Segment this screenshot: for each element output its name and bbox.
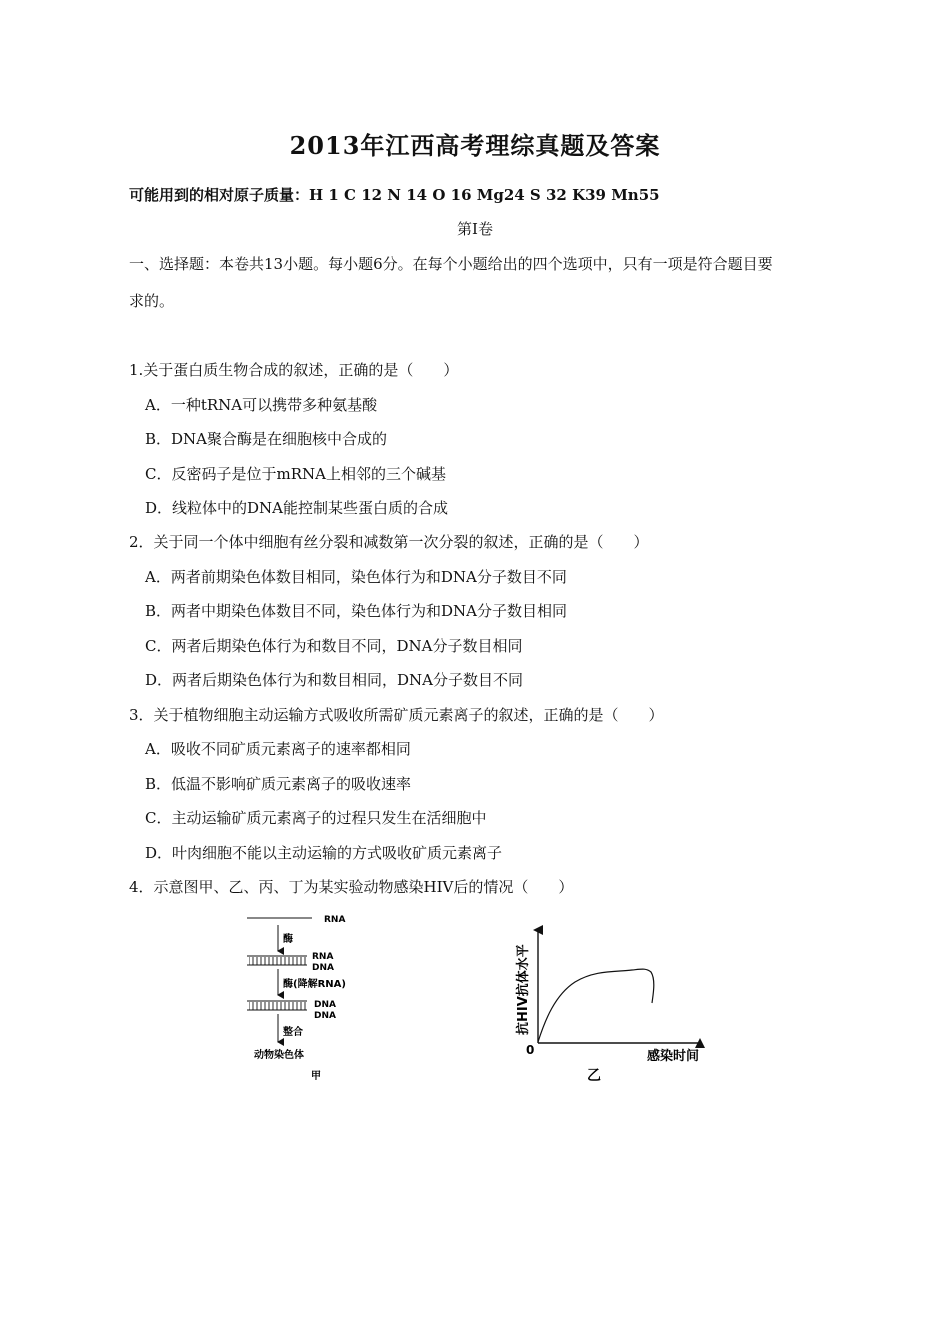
y-axis-label: 抗HIV抗体水平 bbox=[516, 944, 531, 1035]
label-dna-top: DNA bbox=[314, 1000, 336, 1010]
label-enzyme-2: 酶(降解RNA) bbox=[283, 979, 346, 990]
question-3-option-b: B．低温不影响矿质元素离子的吸收速率 bbox=[145, 775, 412, 793]
label-enzyme-1: 酶 bbox=[283, 934, 293, 945]
question-2-stem: 2．关于同一个体中细胞有丝分裂和减数第一次分裂的叙述，正确的是（ ） bbox=[129, 533, 649, 551]
x-axis-label: 感染时间 bbox=[647, 1049, 700, 1064]
label-rna-top: RNA bbox=[324, 915, 346, 925]
antibody-curve bbox=[538, 969, 654, 1042]
figure-yi-chart bbox=[515, 930, 700, 1084]
question-2-option-a: A．两者前期染色体数目相同，染色体行为和DNA分子数目不同 bbox=[145, 568, 567, 586]
question-1-option-d: D．线粒体中的DNA能控制某些蛋白质的合成 bbox=[145, 499, 449, 517]
question-1-option-a: A．一种tRNA可以携带多种氨基酸 bbox=[145, 396, 378, 414]
label-dna-bottom: DNA bbox=[314, 1011, 336, 1021]
label-chromosome: 动物染色体 bbox=[254, 1050, 304, 1061]
figure-jia-caption: 甲 bbox=[311, 1071, 321, 1082]
instructions-line-2: 求的。 bbox=[129, 292, 175, 310]
question-1-option-b: B．DNA聚合酶是在细胞核中合成的 bbox=[145, 430, 388, 448]
rna-dna-hybrid bbox=[247, 956, 307, 965]
origin-label: 0 bbox=[526, 1043, 535, 1057]
figure-yi-caption: 乙 bbox=[587, 1068, 601, 1084]
question-1-option-c: C．反密码子是位于mRNA上相邻的三个碱基 bbox=[145, 465, 446, 483]
instructions-line-1: 一、选择题：本卷共13小题。每小题6分。在每个小题给出的四个选项中，只有一项是符合题目要 bbox=[129, 255, 773, 273]
question-2-option-c: C．两者后期染色体行为和数目不同，DNA分子数目相同 bbox=[145, 637, 523, 655]
double-strand-dna bbox=[247, 1001, 307, 1010]
question-4-stem: 4．示意图甲、乙、丙、丁为某实验动物感染HIV后的情况（ ） bbox=[129, 878, 574, 896]
section-heading: 第Ⅰ卷 bbox=[457, 220, 493, 238]
question-3-option-c: C．主动运输矿质元素离子的过程只发生在活细胞中 bbox=[145, 809, 487, 827]
label-hybrid-dna: DNA bbox=[312, 963, 334, 973]
question-3-option-d: D．叶肉细胞不能以主动运输的方式吸收矿质元素离子 bbox=[145, 844, 503, 862]
page-title: 2013年江西高考理综真题及答案 bbox=[289, 131, 661, 160]
figure-jia-diagram bbox=[247, 915, 346, 1082]
question-3-stem: 3．关于植物细胞主动运输方式吸收所需矿质元素离子的叙述，正确的是（ ） bbox=[129, 706, 664, 724]
label-integrate: 整合 bbox=[283, 1027, 303, 1038]
question-3-option-a: A．吸收不同矿质元素离子的速率都相同 bbox=[145, 740, 411, 758]
question-1-stem: 1.关于蛋白质生物合成的叙述，正确的是（ ） bbox=[129, 361, 459, 379]
label-hybrid-rna: RNA bbox=[312, 952, 334, 962]
atomic-masses: 可能用到的相对原子质量：H 1 C 12 N 14 O 16 Mg24 S 32 K39 Mn55 bbox=[129, 186, 660, 204]
question-2-option-b: B．两者中期染色体数目不同，染色体行为和DNA分子数目相同 bbox=[145, 602, 568, 620]
question-2-option-d: D．两者后期染色体行为和数目相同，DNA分子数目不同 bbox=[145, 671, 524, 689]
